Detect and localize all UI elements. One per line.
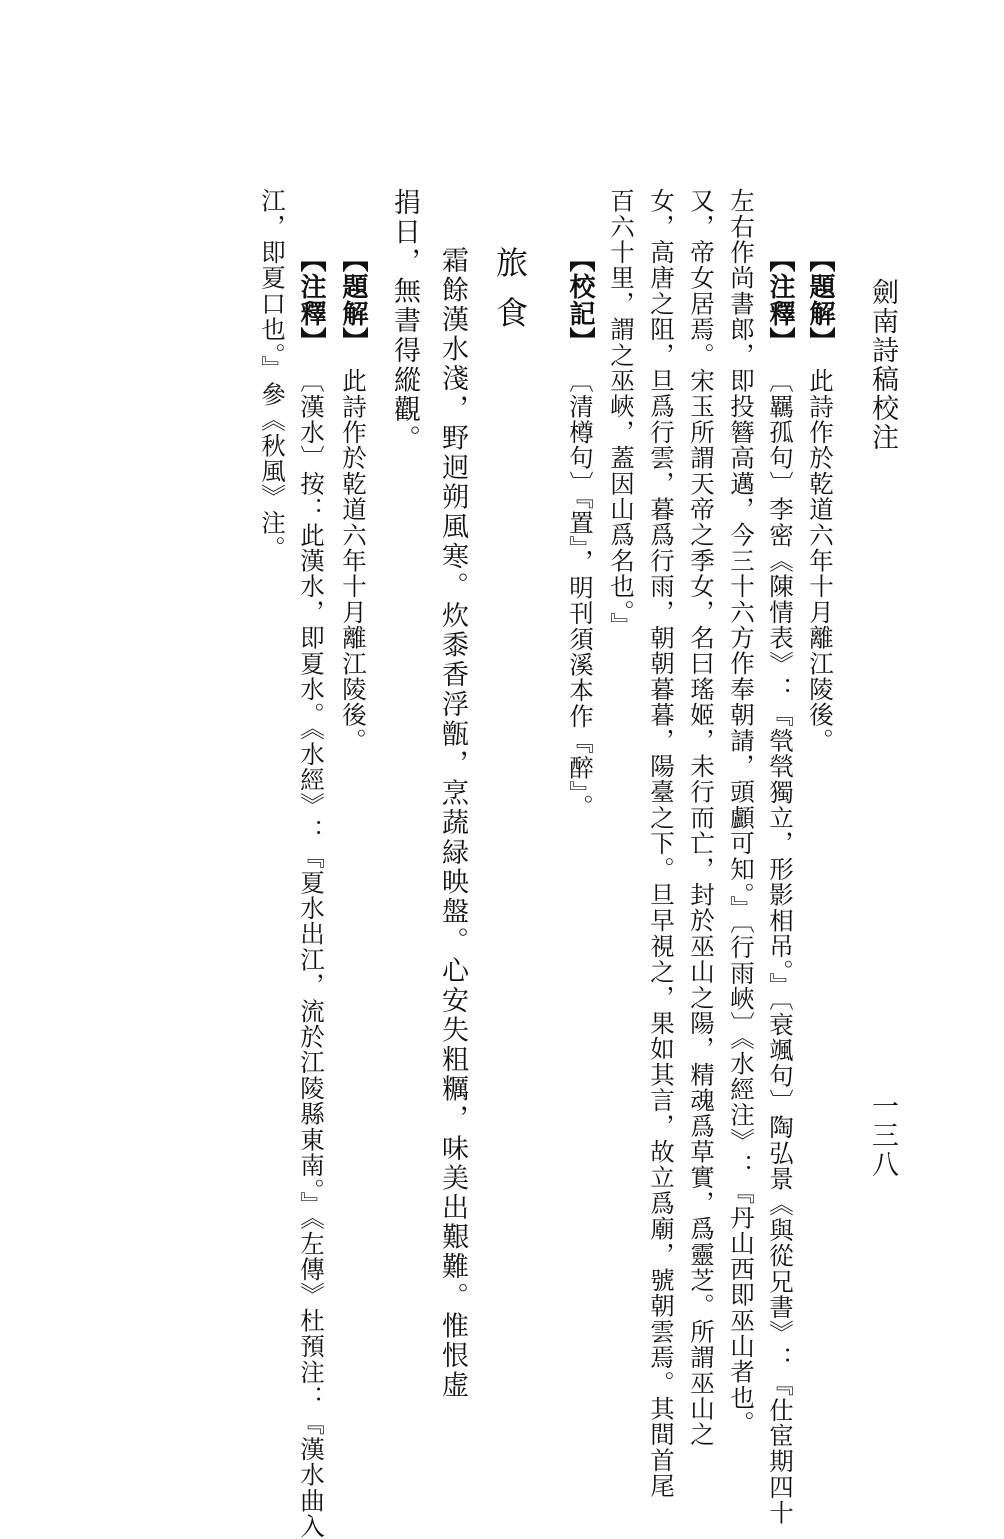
prev-zhushi-label: 【注釋】 — [765, 246, 795, 354]
prev-tijie-column — [807, 246, 833, 754]
page-number: 一三八 — [867, 1092, 898, 1179]
poem-zhushi-column-2: 江，即夏口也。』參《秋風》注。 — [258, 188, 287, 562]
prev-tijie-text: 此詩作於乾道六年十月離江陵後。 — [806, 368, 835, 754]
prev-jiaoji-column — [567, 246, 593, 820]
book-title: 劍南詩稿校注 — [867, 278, 898, 452]
poem-line-2: 捐日，無書得縱觀。 — [389, 188, 420, 455]
prev-zhushi-column-1 — [767, 246, 793, 1526]
prev-zhushi-column-2: 左右作尚書郎，即投簪高邁，今三十六方作奉朝請，頭顱可知。』〔行雨峽〕《水經注》：『丹山西即巫山者也。 — [727, 188, 756, 1437]
poem-zhushi-label: 【注釋】 — [296, 246, 326, 354]
prev-jiaoji-label: 【校記】 — [565, 246, 595, 354]
poem-zhushi-text-1: 〔漢水〕按：此漢水，即夏水。《水經》：『夏水出江，流於江陵縣東南。』《左傳》杜預注：『漢水曲入 — [297, 368, 326, 1539]
poem-tijie-label: 【題解】 — [338, 246, 368, 354]
prev-zhushi-column-4: 女，高唐之阻，旦爲行雲，暮爲行雨，朝朝暮暮，陽臺之下。旦早視之，果如其言，故立爲廟，號朝雲焉。其間首尾 — [647, 188, 676, 1499]
prev-zhushi-column-3: 又，帝女居焉。宋玉所謂天帝之季女，名曰瑤姬，未行而亡，封於巫山之陽，精魂爲草實，爲靈芝。所謂巫山之 — [687, 188, 716, 1448]
poem-tijie-text: 此詩作於乾道六年十月離江陵後。 — [339, 368, 368, 754]
prev-zhushi-column-5: 百六十里，謂之巫峽，蓋因山爲名也。』 — [607, 188, 636, 639]
prev-zhushi-text-1: 〔羈孤句〕李密《陳情表》：『煢煢獨立，形影相吊。』〔衰颯句〕陶弘景《與從兄書》：『仕宦期四十 — [766, 368, 795, 1526]
poem-line-1: 霜餘漢水淺，野迥朔風寒。炊黍香浮甑，烹蔬緑映盤。心安失粗糲，味美出艱難。惟恨虚 — [437, 246, 468, 1401]
poem-tijie-column — [340, 246, 366, 754]
prev-jiaoji-text: 〔清樽句〕『置』，明刊須溪本作『醉』。 — [566, 368, 595, 820]
poem-zhushi-column-1 — [298, 246, 324, 1539]
prev-tijie-label: 【題解】 — [805, 246, 835, 354]
poem-title: 旅食 — [491, 246, 529, 346]
